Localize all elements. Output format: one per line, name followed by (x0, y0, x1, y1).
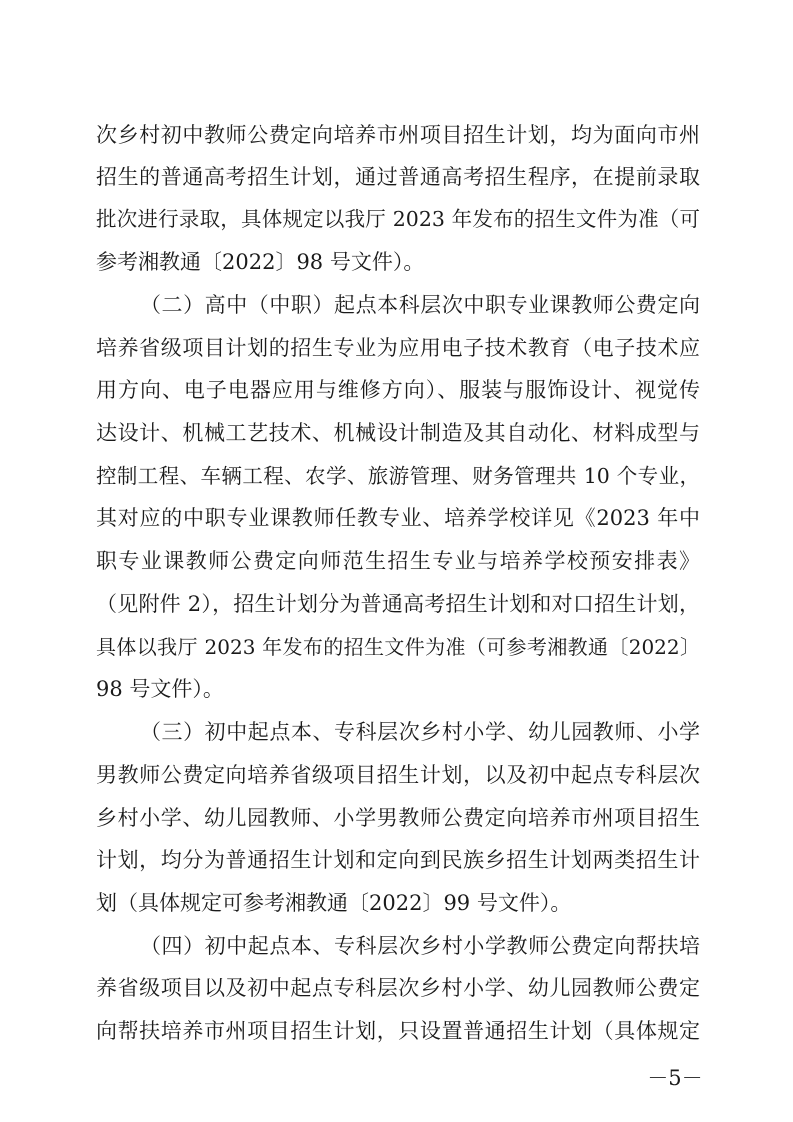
text-line-7: 用方向、电子电器应用与维修方向）、服装与服饰设计、视觉传 (96, 378, 700, 402)
text-line-1: 次乡村初中教师公费定向培养市州项目招生计划，均为面向市州 (96, 123, 700, 147)
text-line-16: 男教师公费定向培养省级项目招生计划，以及初中起点专科层次 (96, 763, 700, 787)
text-line-22: 向帮扶培养市州项目招生计划，只设置普通招生计划（具体规定 (96, 1019, 700, 1043)
text-line-2: 招生的普通高考招生计划，通过普通高考招生程序，在提前录取 (96, 165, 700, 189)
text-line-10: 其对应的中职专业课教师任教专业、培养学校详见《2023 年中 (96, 506, 700, 530)
text-line-8: 达设计、机械工艺技术、机械设计制造及其自动化、材料成型与 (96, 421, 700, 445)
text-line-9: 控制工程、车辆工程、农学、旅游管理、财务管理共 10 个专业， (96, 464, 700, 488)
text-line-17: 乡村小学、幼儿园教师、小学男教师公费定向培养市州项目招生 (96, 806, 700, 830)
text-line-3: 批次进行录取，具体规定以我厅 2023 年发布的招生文件为准（可 (96, 207, 700, 231)
text-line-19: 划（具体规定可参考湘教通〔2022〕99 号文件）。 (96, 891, 572, 915)
page-number: －5－ (647, 1066, 703, 1090)
paragraph-3-line-1: （三）初中起点本、专科层次乡村小学、幼儿园教师、小学 (140, 720, 700, 744)
text-line-11: 职专业课教师公费定向师范生招生专业与培养学校预安排表》 (96, 549, 700, 573)
paragraph-4-line-1: （四）初中起点本、专科层次乡村小学教师公费定向帮扶培 (140, 934, 700, 958)
text-line-18: 计划，均分为普通招生计划和定向到民族乡招生计划两类招生计 (96, 848, 700, 872)
text-line-14: 98 号文件）。 (96, 677, 224, 701)
text-line-21: 养省级项目以及初中起点专科层次乡村小学、幼儿园教师公费定 (96, 976, 700, 1000)
text-line-6: 培养省级项目计划的招生专业为应用电子技术教育（电子技术应 (96, 336, 700, 360)
text-line-13: 具体以我厅 2023 年发布的招生文件为准（可参考湘教通〔2022〕 (96, 635, 700, 659)
paragraph-2-line-1: （二）高中（中职）起点本科层次中职专业课教师公费定向 (140, 293, 700, 317)
text-line-4: 参考湘教通〔2022〕98 号文件）。 (96, 250, 425, 274)
text-line-12: （见附件 2），招生计划分为普通高考招生计划和对口招生计划， (96, 592, 700, 616)
